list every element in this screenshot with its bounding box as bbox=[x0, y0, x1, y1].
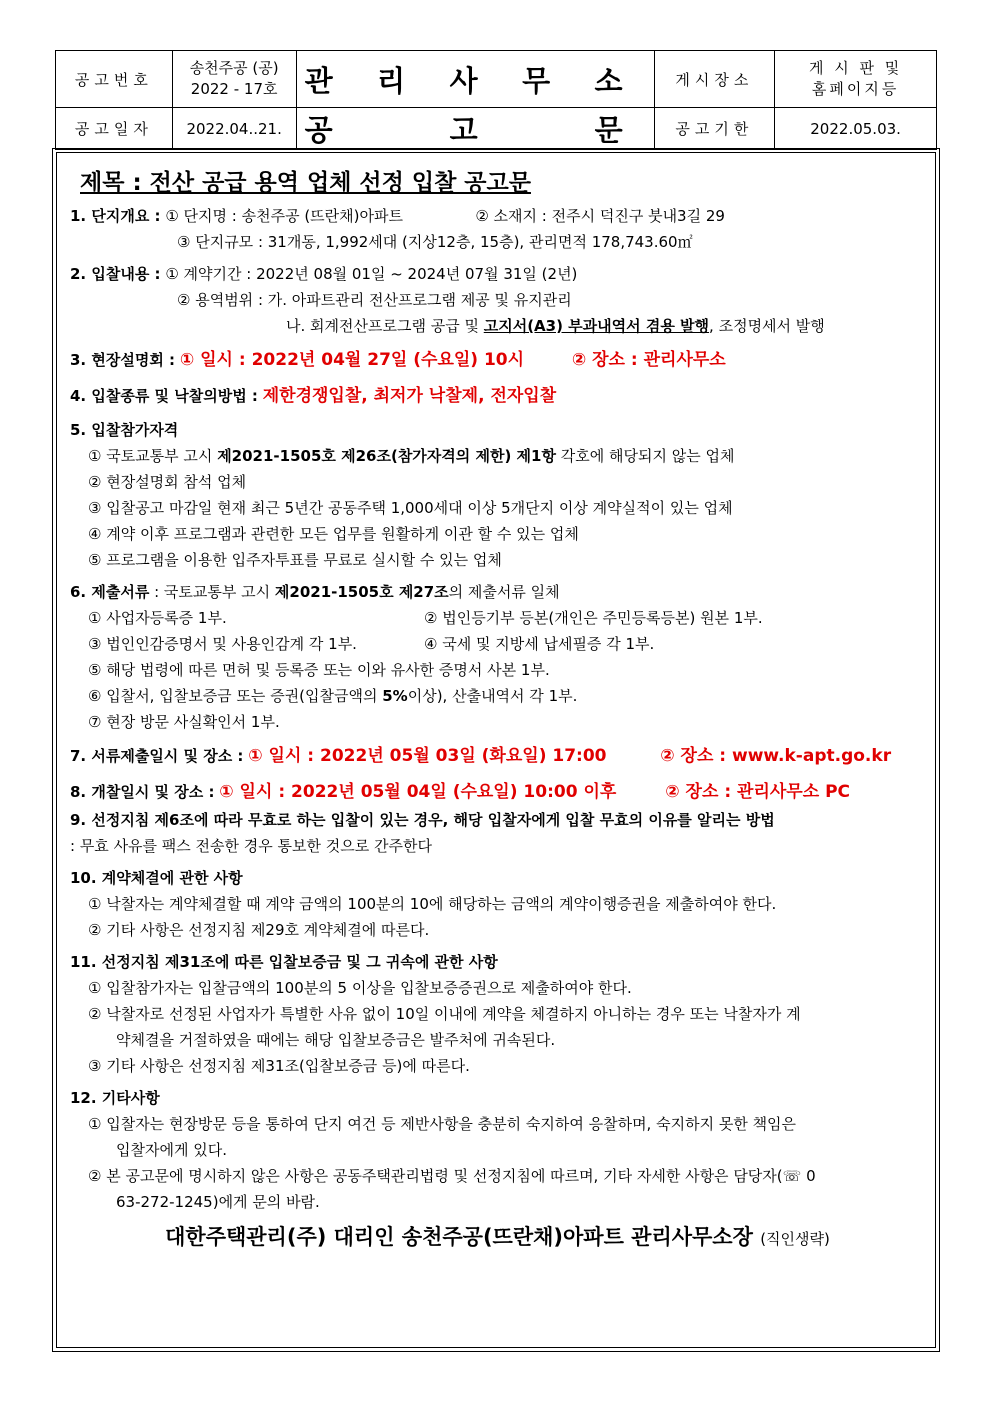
section-10: 10. 계약체결에 관한 사항 ① 낙찰자는 계약체결할 때 계약 금액의 100분의 10에 해당하는 금액의 계약이행증권을 제출하여야 한다. ② 기타 사항은 선정지침 제29호 계약체결에 따른다. bbox=[70, 869, 777, 939]
notice-date-label: 공고일자 bbox=[56, 108, 173, 150]
section-1: 1. 단지개요 : ① 단지명 : 송천주공 (뜨란채)아파트 ② 소재지 : 전주시 덕진구 붓내3길 29 ③ 단지규모 : 31개동, 1,992세대 (지상12층, 15층), 관리면적 178,743.60㎡ bbox=[70, 207, 725, 251]
section-8: 8. 개찰일시 및 장소 : ① 일시 : 2022년 05월 04일 (수요일) 10:00 이후 ② 장소 : 관리사무소 PC bbox=[70, 782, 851, 802]
deadline-value: 2022.05.03. bbox=[775, 108, 937, 150]
section-5: 5. 입찰참가자격 ① 국토교통부 고시 제2021-1505호 제26조(참가자격의 제한) 제1항 각호에 해당되지 않는 업체 ② 현장설명회 참석 업체 ③ 입찰공고 마감일 현재 최근 5년간 공동주택 1,000세대 이상 5개단지 이상 계약실적이 있는 업체 ④ 계약 이후 프로그램과 관련한 모든 업무를 원활하게 이관 할 수 있는 업체 ⑤ 프로그램을 이용한 입주자투표를 무료로 실시할 수 있는 업체 bbox=[70, 421, 735, 569]
notice-no-label: 공고번호 bbox=[56, 51, 173, 108]
section-11: 11. 선정지침 제31조에 따른 입찰보증금 및 그 귀속에 관한 사항 ① 입찰참가자는 입찰금액의 100분의 5 이상을 입찰보증증권으로 제출하여야 한다. ② 낙찰자로 선정된 사업자가 특별한 사유 없이 10일 이내에 계약을 체결하지 아니하는 경우 또는 낙찰자가 계 약체결을 거절하였을 때에는 해당 입찰보증금은 발주처에 귀속된다. ③ 기타 사항은 선정지침 제31조(입찰보증금 등)에 따른다. bbox=[70, 953, 801, 1075]
section-2: 2. 입찰내용 : ① 계약기간 : 2022년 08월 01일 ~ 2024년 07월 31일 (2년) ② 용역범위 : 가. 아파트관리 전산프로그램 제공 및 유지관리 나. 회계전산프로그램 공급 및 고지서(A3) 부과내역서 겸용 발행, 조정명세서 발행 bbox=[70, 265, 825, 335]
section-4: 4. 입찰종류 및 낙찰의방법 : 제한경쟁입찰, 최저가 낙찰제, 전자입찰 bbox=[70, 386, 557, 406]
notice-date-value: 2022.04..21. bbox=[172, 108, 296, 150]
notice-body bbox=[70, 160, 925, 1251]
section-3: 3. 현장설명회 : ① 일시 : 2022년 04월 27일 (수요일) 10시 ② 장소 : 관리사무소 bbox=[70, 350, 726, 370]
deadline-label: 공고기한 bbox=[654, 108, 775, 150]
header-table bbox=[55, 50, 937, 150]
office-title: 관 리 사 무 소 bbox=[296, 51, 654, 108]
section-7: 7. 서류제출일시 및 장소 : ① 일시 : 2022년 05월 03일 (화요일) 17:00 ② 장소 : www.k-apt.go.kr bbox=[70, 746, 892, 766]
signature-line: 대한주택관리(주) 대리인 송천주공(뜨란채)아파트 관리사무소장 (직인생략) bbox=[165, 1225, 830, 1249]
notice-no-value: 송천주공 (공) 2022 - 17호 bbox=[172, 51, 296, 108]
section-9: 9. 선정지침 제6조에 따라 무효로 하는 입찰이 있는 경우, 해당 입찰자에게 입찰 무효의 이유를 알리는 방법 : 무효 사유를 팩스 전송한 경우 통보한 것으로 간주한다 bbox=[70, 811, 775, 855]
section-6: 6. 제출서류 : 국토교통부 고시 제2021-1505호 제27조의 제출서류 일체 ① 사업자등록증 1부. ② 법인등기부 등본(개인은 주민등록등본) 원본 1부. ③ 법인인감증명서 및 사용인감계 각 1부. ④ 국세 및 지방세 납세필증 각 1부. ⑤ 해당 법령에 따른 면허 및 등록증 또는 이와 유사한 증명서 사본 1부. ⑥ 입찰서, 입찰보증금 또는 증권(입찰금액의 5%이상), 산출내역서 각 1부. ⑦ 현장 방문 사실확인서 1부. bbox=[70, 583, 763, 731]
post-place-label: 게시장소 bbox=[654, 51, 775, 108]
post-place-value: 게 시 판 및 홈페이지등 bbox=[775, 51, 937, 108]
notice-title: 공 고 문 bbox=[296, 108, 654, 150]
section-12: 12. 기타사항 ① 입찰자는 현장방문 등을 통하여 단지 여건 등 제반사항을 충분히 숙지하여 응찰하며, 숙지하지 못한 책임은 입찰자에게 있다. ② 본 공고문에 명시하지 않은 사항은 공동주택관리법령 및 선정지침에 따르며, 기타 자세한 사항은 담당자(☏ 0 63-272-1245)에게 문의 바람. bbox=[70, 1089, 816, 1211]
document-title: 제목 : 전산 공급 용역 업체 선정 입찰 공고문 bbox=[80, 170, 531, 196]
